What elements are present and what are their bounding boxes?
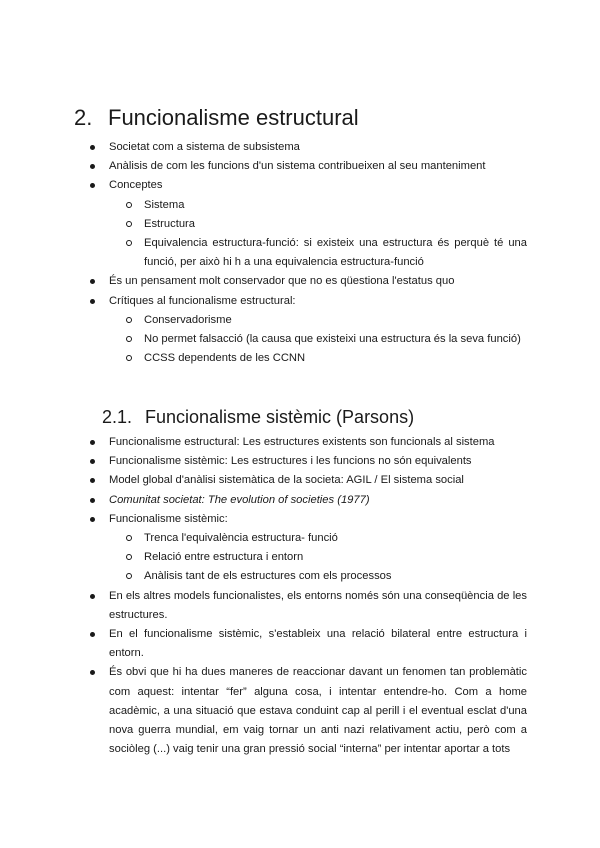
sub-list-item: CCSS dependents de les CCNN: [0, 349, 527, 368]
section-heading: [74, 104, 359, 132]
subsection-title: Funcionalisme sistèmic (Parsons): [145, 407, 415, 427]
list-item: Funcionalisme sistèmic:: [0, 510, 527, 529]
subsection-number: 2.1.: [102, 407, 133, 427]
section-number: 2.: [74, 105, 93, 130]
section-title: Funcionalisme estructural: [108, 105, 359, 130]
list-item: Crítiques al funcionalisme estructural:: [0, 292, 527, 311]
list-item: En els altres models funcionalistes, els entorns només són una conseqüència de les estructures.: [0, 587, 527, 625]
list-item: És obvi que hi ha dues maneres de reaccionar davant un fenomen tan problemàtic com aquest: intentar “fer” alguna cosa, i intentar entendre-ho. Com a home acadèmic, a una situació que estava conduint cap al perill i el eventual esclat d'una nova guerra mundial, em vaig tornar un anti nazi relativament actiu, però com a sociòleg (...) vaig tenir una gran pressió social “interna” per intentar aportar a tots: [0, 663, 527, 759]
sub-list-item: Conservadorisme: [0, 311, 527, 330]
list-item: Societat com a sistema de subsistema: [0, 138, 527, 157]
list-item: Conceptes: [0, 176, 527, 195]
sub-list-item: Trenca l'equivalència estructura- funció: [0, 529, 527, 548]
list-item: Comunitat societat: The evolution of societies (1977): [0, 491, 527, 510]
subsection-heading: [102, 405, 414, 429]
sub-list-item: Estructura: [0, 215, 527, 234]
list-item: Model global d'anàlisi sistemàtica de la societa: AGIL / El sistema social: [0, 471, 527, 490]
list-item: Funcionalisme sistèmic: Les estructures i les funcions no són equivalents: [0, 452, 527, 471]
list-item: Anàlisis de com les funcions d'un sistema contribueixen al seu manteniment: [0, 157, 527, 176]
section-bullet-list: [0, 138, 600, 368]
sub-list-item: Anàlisis tant de els estructures com els processos: [0, 567, 527, 586]
sub-list-item: No permet falsacció (la causa que existeixi una estructura és la seva funció): [0, 330, 527, 349]
subsection-bullet-list: [0, 433, 600, 759]
list-item: Funcionalisme estructural: Les estructures existents son funcionals al sistema: [0, 433, 527, 452]
list-item: En el funcionalisme sistèmic, s'estableix una relació bilateral entre estructura i entorn.: [0, 625, 527, 663]
sub-list-item: Equivalencia estructura-funció: si existeix una estructura és perquè té una funció, per això hi h a una equivalencia estructura-funció: [0, 234, 527, 272]
sub-list-item: Relació entre estructura i entorn: [0, 548, 527, 567]
sub-list-item: Sistema: [0, 196, 527, 215]
list-item: És un pensament molt conservador que no es qüestiona l'estatus quo: [0, 272, 527, 291]
